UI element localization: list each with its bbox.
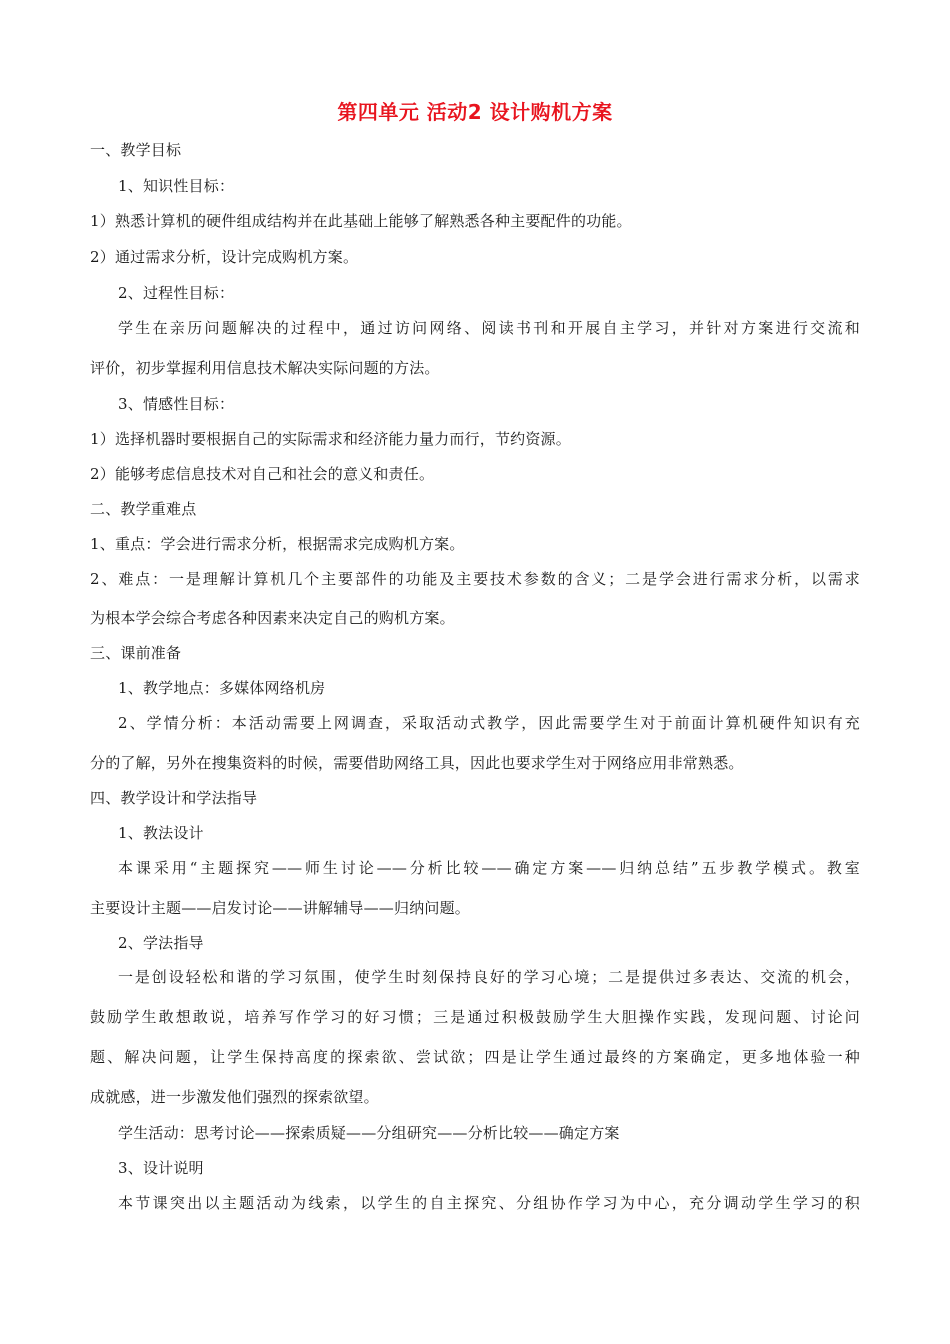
- text-line: 1）熟悉计算机的硬件组成结构并在此基础上能够了解熟悉各种主要配件的功能。: [90, 212, 632, 230]
- subheading: 3、情感性目标：: [118, 395, 235, 413]
- text-line: 鼓励学生敢想敢说，培养写作学习的好习惯；三是通过积极鼓励学生大胆操作实践，发现问题、讨论问: [90, 1008, 860, 1026]
- text-line: 2、学情分析：本活动需要上网调查，采取活动式教学，因此需要学生对于前面计算机硬件知识有充: [118, 714, 860, 732]
- text-line: 分的了解，另外在搜集资料的时候，需要借助网络工具，因此也要求学生对于网络应用非常熟悉。: [90, 754, 744, 772]
- subheading: 1、教法设计: [118, 824, 204, 842]
- section-heading: 三、课前准备: [90, 644, 182, 662]
- text-line: 学生在亲历问题解决的过程中，通过访问网络、阅读书刊和开展自主学习，并针对方案进行交流和: [118, 319, 860, 337]
- text-line: 2、难点：一是理解计算机几个主要部件的功能及主要技术参数的含义；二是学会进行需求分析，以需求: [90, 570, 860, 588]
- text-line: 2）能够考虑信息技术对自己和社会的意义和责任。: [90, 465, 435, 483]
- text-line: 本课采用“主题探究——师生讨论——分析比较——确定方案——归纳总结”五步教学模式。教室: [118, 859, 860, 877]
- section-heading: 一、教学目标: [90, 141, 182, 159]
- text-line: 评价，初步掌握利用信息技术解决实际问题的方法。: [90, 359, 440, 377]
- text-line: 主要设计主题——启发讨论——讲解辅导——归纳问题。: [90, 899, 471, 917]
- text-line: 1、教学地点：多媒体网络机房: [118, 679, 326, 697]
- text-line: 1、重点：学会进行需求分析，根据需求完成购机方案。: [90, 535, 465, 553]
- text-line: 1）选择机器时要根据自己的实际需求和经济能力量力而行，节约资源。: [90, 430, 571, 448]
- text-line: 学生活动：思考讨论——探索质疑——分组研究——分析比较——确定方案: [118, 1124, 620, 1142]
- subheading: 3、设计说明: [118, 1159, 204, 1177]
- text-line: 成就感，进一步激发他们强烈的探索欲望。: [90, 1088, 379, 1106]
- subheading: 2、学法指导: [118, 934, 204, 952]
- text-line: 为根本学会综合考虑各种因素来决定自己的购机方案。: [90, 609, 455, 627]
- text-line: 题、解决问题，让学生保持高度的探索欲、尝试欲；四是让学生通过最终的方案确定，更多地体验一种: [90, 1048, 860, 1066]
- section-heading: 二、教学重难点: [90, 500, 197, 518]
- subheading: 2、过程性目标：: [118, 284, 235, 302]
- text-line: 本节课突出以主题活动为线索，以学生的自主探究、分组协作学习为中心，充分调动学生学习的积: [118, 1194, 860, 1212]
- subheading: 1、知识性目标：: [118, 177, 235, 195]
- section-heading: 四、教学设计和学法指导: [90, 789, 258, 807]
- text-line: 2）通过需求分析，设计完成购机方案。: [90, 248, 359, 266]
- document-title: 第四单元 活动2 设计购机方案: [337, 100, 613, 124]
- text-line: 一是创设轻松和谐的学习氛围，使学生时刻保持良好的学习心境；二是提供过多表达、交流的机会，: [118, 968, 860, 986]
